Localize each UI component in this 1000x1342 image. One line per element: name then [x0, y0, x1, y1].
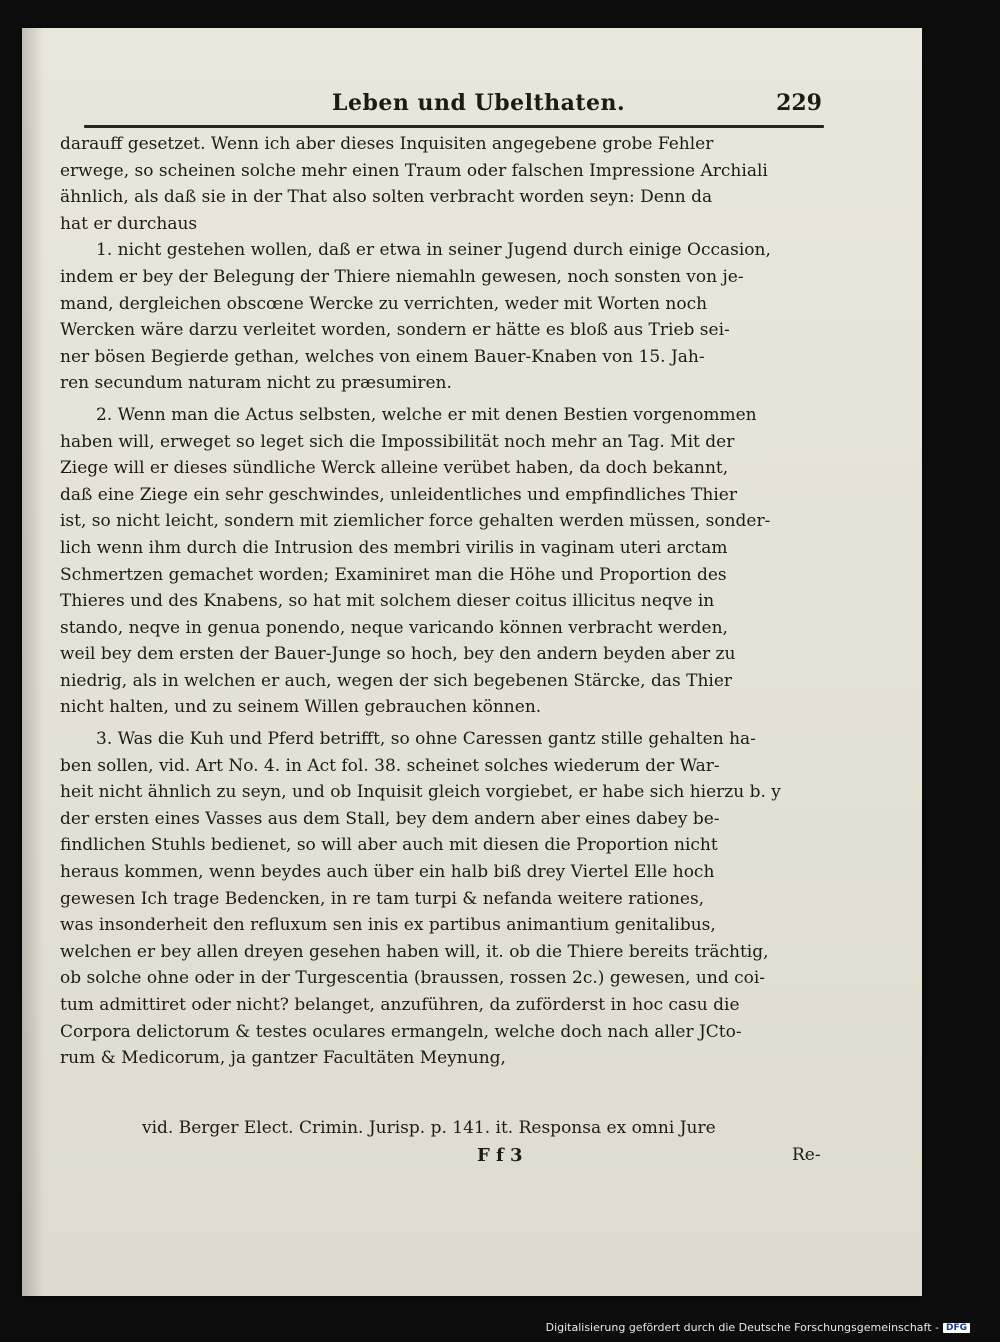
text-line: erwege, so scheinen solche mehr einen Traum oder falschen Impressione Archiali [60, 160, 768, 181]
running-title: Leben und Ubelthaten. [332, 90, 626, 116]
text-line: ben sollen, vid. Art No. 4. in Act fol. 38. scheinet solches wiederum der War- [60, 755, 720, 776]
body-text [60, 131, 840, 1072]
page-header [332, 90, 822, 120]
text-line: gewesen Ich trage Bedencken, in re tam turpi & nefanda weitere rationes, [60, 888, 705, 909]
text-line: darauff gesetzet. Wenn ich aber dieses Inquisiten angegebene grobe Fehler [60, 134, 714, 154]
header-rule [84, 125, 824, 128]
text-line: ner bösen Begierde gethan, welches von einem Bauer-Knaben von 15. Jah- [60, 346, 705, 367]
text-line: heit nicht ähnlich zu seyn, und ob Inquisit gleich vorgiebet, er habe sich hierzu b. y [60, 782, 781, 803]
text-line: mand, dergleichen obscœne Wercke zu verrichten, weder mit Worten noch [60, 293, 708, 314]
text-line: rum & Medicorum, ja gantzer Facultäten Meynung, [60, 1048, 506, 1069]
text-line: Ziege will er dieses sündliche Werck alleine verübet haben, da doch bekannt, [60, 458, 729, 479]
text-line: lich wenn ihm durch die Intrusion des membri virilis in vaginam uteri arctam [60, 537, 728, 558]
text-line: Wercken wäre darzu verleitet worden, sondern er hätte es bloß aus Trieb sei- [60, 320, 730, 341]
book-page [22, 28, 922, 1296]
text-line: niedrig, als in welchen er auch, wegen der sich begebenen Stärcke, das Thier [60, 670, 733, 691]
text-line: 2. Wenn man die Actus selbsten, welche er mit denen Bestien vorgenommen [96, 404, 757, 425]
text-line: ob solche ohne oder in der Turgescentia (braussen, rossen 2c.) gewesen, und coi- [60, 968, 766, 989]
text-line: 3. Was die Kuh und Pferd betrifft, so ohne Caressen gantz stille gehalten ha- [96, 729, 756, 750]
text-line: ren secundum naturam nicht zu præsumiren. [60, 373, 452, 394]
dfg-logo-icon: DFG [943, 1323, 970, 1333]
text-line: der ersten eines Vasses aus dem Stall, bey dem andern aber eines dabey be- [60, 808, 720, 829]
text-line: hat er durchaus [60, 213, 198, 234]
text-line: indem er bey der Belegung der Thiere niemahln gewesen, noch sonsten von je- [60, 266, 744, 287]
footnote: vid. Berger Elect. Crimin. Jurisp. p. 141. it. Responsa ex omni Jure [142, 1118, 716, 1138]
text-line: weil bey dem ersten der Bauer-Junge so hoch, bey den andern beyden aber zu [60, 644, 736, 665]
text-line: stando, neqve in genua ponendo, neque varicando können verbracht werden, [60, 617, 728, 638]
attribution-text: Digitalisierung gefördert durch die Deutsche Forschungsgemeinschaft - [545, 1321, 939, 1334]
text-line: findlichen Stuhls bedienet, so will aber auch mit diesen die Proportion nicht [60, 835, 718, 856]
catchword: Re- [792, 1145, 821, 1165]
funding-attribution [546, 1321, 970, 1334]
text-line: 1. nicht gestehen wollen, daß er etwa in seiner Jugend durch einige Occasion, [96, 240, 771, 261]
text-line: tum admittiret oder nicht? belanget, anzuführen, da zuförderst in hoc casu die [60, 995, 740, 1015]
text-line: Thieres und des Knabens, so hat mit solchem dieser coitus illicitus neqve in [60, 591, 715, 612]
text-line: welchen er bey allen dreyen gesehen haben will, it. ob die Thiere bereits trächtig, [60, 941, 769, 962]
text-line: nicht halten, und zu seinem Willen gebrauchen können. [60, 697, 542, 718]
text-line: daß eine Ziege ein sehr geschwindes, unleidentliches und empfindliches Thier [60, 484, 737, 505]
text-line: was insonderheit den refluxum sen inis ex partibus animantium genitalibus, [60, 915, 716, 936]
signature-mark: F f 3 [477, 1145, 523, 1166]
text-line: haben will, erweget so leget sich die Impossibilität noch mehr an Tag. Mit der [60, 431, 735, 452]
text-line: heraus kommen, wenn beydes auch über ein halb biß drey Viertel Elle hoch [60, 862, 715, 883]
text-line: Schmertzen gemachet worden; Examiniret man die Höhe und Proportion des [60, 564, 727, 585]
text-line: ist, so nicht leicht, sondern mit ziemlicher force gehalten werden müssen, sonder- [60, 511, 771, 532]
text-line: Corpora delictorum & testes oculares ermangeln, welche doch nach aller JCto- [60, 1021, 742, 1042]
text-line: ähnlich, als daß sie in der That also solten verbracht worden seyn: Denn da [60, 187, 713, 208]
page-number: 229 [776, 90, 822, 116]
